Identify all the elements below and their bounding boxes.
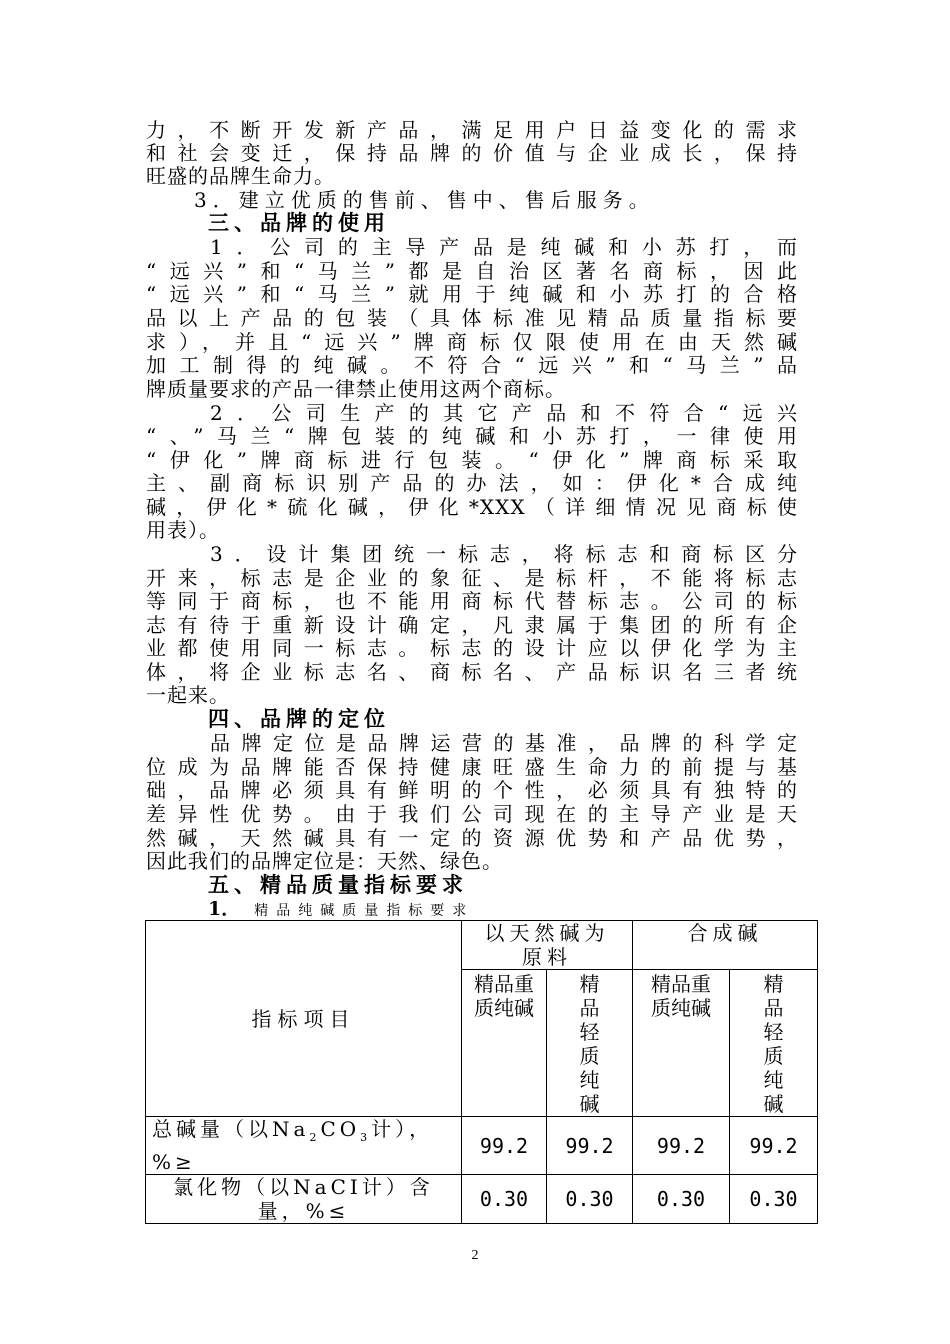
s3-p1-line-1: 1．公司的主导产品是纯碱和小苏打，而: [210, 235, 798, 259]
para-tail-line-1: 力，不断开发新产品，满足用户日益变化的需求: [146, 118, 798, 142]
s4-p1-line-5: 然碱，天然碱具有一定的资源优势和产品优势，: [146, 826, 798, 850]
table-row: [146, 1117, 818, 1175]
para-tail-line-2: 和社会变迁，保持品牌的价值与企业成长，保持: [146, 141, 798, 165]
s3-p3-line-6: 体，将企业标志名、商标名、产品标识名三者统: [146, 660, 798, 684]
table-caption: [208, 898, 474, 920]
s3-p2-line-2: “、”马兰“牌包装的纯碱和小苏打，一律使用: [146, 424, 798, 448]
sub-light-synthetic: 精品轻质纯碱: [763, 972, 784, 1116]
row-total-alkali-label-a: 总碱量（以Na: [152, 1117, 310, 1141]
s3-p2-line-1: 2．公司生产的其它产品和不符合“远兴: [210, 401, 798, 425]
row-total-alkali-sub-2: 3: [360, 1131, 372, 1144]
s3-p3-line-4: 志有待于重新设计确定，凡隶属于集团的所有企: [146, 613, 798, 637]
s3-p2-line-5: 碱，伊化*硫化碱，伊化*XXX（详细情况见商标使: [146, 495, 798, 519]
s3-p3-line-5: 业都使用同一标志。标志的设计应以伊化学为主: [146, 636, 798, 660]
s3-p3-line-1: 3．设计集团统一标志，将标志和商标区分: [210, 542, 798, 566]
header-synthetic-cell: [633, 921, 818, 970]
s3-p1-line-4: 品以上产品的包装（具体标准见精品质量指标要: [146, 306, 798, 330]
table-caption-number: 1．: [208, 898, 241, 920]
row-total-alkali-label: [146, 1117, 462, 1175]
cell-chloride-3: 0.30: [633, 1175, 730, 1224]
para-tail-line-3: 旺盛的品牌生命力。: [146, 164, 335, 188]
header-item-label: 指标项目: [251, 1006, 356, 1031]
s4-p1-line-1: 品牌定位是品牌运营的基准，品牌的科学定: [210, 731, 798, 755]
sub-heavy-natural: 精品重质纯碱: [474, 972, 534, 1020]
cell-chloride-4: 0.30: [730, 1175, 818, 1224]
header-item-cell: [146, 921, 462, 1117]
section-4-heading: 四、品牌的定位: [208, 706, 390, 731]
cell-chloride-1: 0.30: [462, 1175, 547, 1224]
row-total-alkali-label-c: 计），%≥: [152, 1117, 434, 1174]
s3-p1-line-6: 加工制得的纯碱。不符合“远兴”和“马兰”品: [146, 353, 798, 377]
sub-light-synthetic-cell: [730, 970, 818, 1117]
cell-chloride-2: 0.30: [547, 1175, 633, 1224]
s3-p2-line-6: 用表）。: [146, 518, 220, 542]
s3-p2-line-4: 主、副商标识别产品的办法，如：伊化*合成纯: [146, 471, 798, 495]
table-caption-text: 精品纯碱质量指标要求: [254, 903, 475, 919]
row-total-alkali-sub-1: 2: [309, 1131, 321, 1144]
s3-p3-line-7: 一起来。: [146, 683, 230, 707]
s4-p1-line-4: 差异性优势。由于我们公司现在的主导产业是天: [146, 802, 798, 826]
cell-total-alkali-2: 99.2: [547, 1117, 633, 1175]
header-natural-label: 以天然碱为原料: [484, 921, 610, 969]
s3-p3-line-2: 开来，标志是企业的象征、是标杆，不能将标志: [146, 566, 798, 590]
header-natural-cell: [462, 921, 633, 970]
header-synthetic-label: 合成碱: [687, 921, 763, 945]
table-header-row-1: [146, 921, 818, 970]
s4-p1-line-2: 位成为品牌能否保持健康旺盛生命力的前提与基: [146, 755, 798, 779]
cell-total-alkali-1: 99.2: [462, 1117, 547, 1175]
s3-p1-line-3: “远兴”和“马兰”就用于纯碱和小苏打的合格: [146, 282, 798, 306]
cell-total-alkali-3: 99.2: [633, 1117, 730, 1175]
s3-p2-line-3: “伊化”牌商标进行包装。“伊化”牌商标采取: [146, 448, 798, 472]
s4-p1-line-6: 因此我们的品牌定位是：天然、绿色。: [146, 849, 503, 873]
table-row: [146, 1175, 818, 1224]
s3-p1-line-2: “远兴”和“马兰”都是自治区著名商标，因此: [146, 259, 798, 283]
cell-total-alkali-4: 99.2: [730, 1117, 818, 1175]
quality-table: [145, 920, 818, 1224]
section-3-heading: 三、品牌的使用: [208, 210, 390, 235]
s3-p3-line-3: 等同于商标，也不能用商标代替标志。公司的标: [146, 589, 798, 613]
service-item: 3．建立优质的售前、售中、售后服务。: [194, 188, 655, 212]
sub-heavy-synthetic-cell: [633, 970, 730, 1117]
sub-light-natural-cell: [547, 970, 633, 1117]
s4-p1-line-3: 础，品牌必须具有鲜明的个性，必须具有独特的: [146, 778, 798, 802]
s3-p1-line-7: 牌质量要求的产品一律禁止使用这两个商标。: [146, 377, 566, 401]
sub-heavy-synthetic: 精品重质纯碱: [651, 972, 711, 1020]
s3-p1-line-5: 求），并且“远兴”牌商标仅限使用在由天然碱: [146, 330, 798, 354]
sub-heavy-natural-cell: [462, 970, 547, 1117]
section-5-heading: 五、精品质量指标要求: [208, 872, 468, 897]
row-total-alkali-label-b: CO: [320, 1117, 361, 1141]
page-number: 2: [471, 1248, 479, 1263]
row-chloride-label: 氯化物（以NaCI计）含量，%≤: [146, 1175, 462, 1224]
sub-light-natural: 精品轻质纯碱: [579, 972, 600, 1116]
